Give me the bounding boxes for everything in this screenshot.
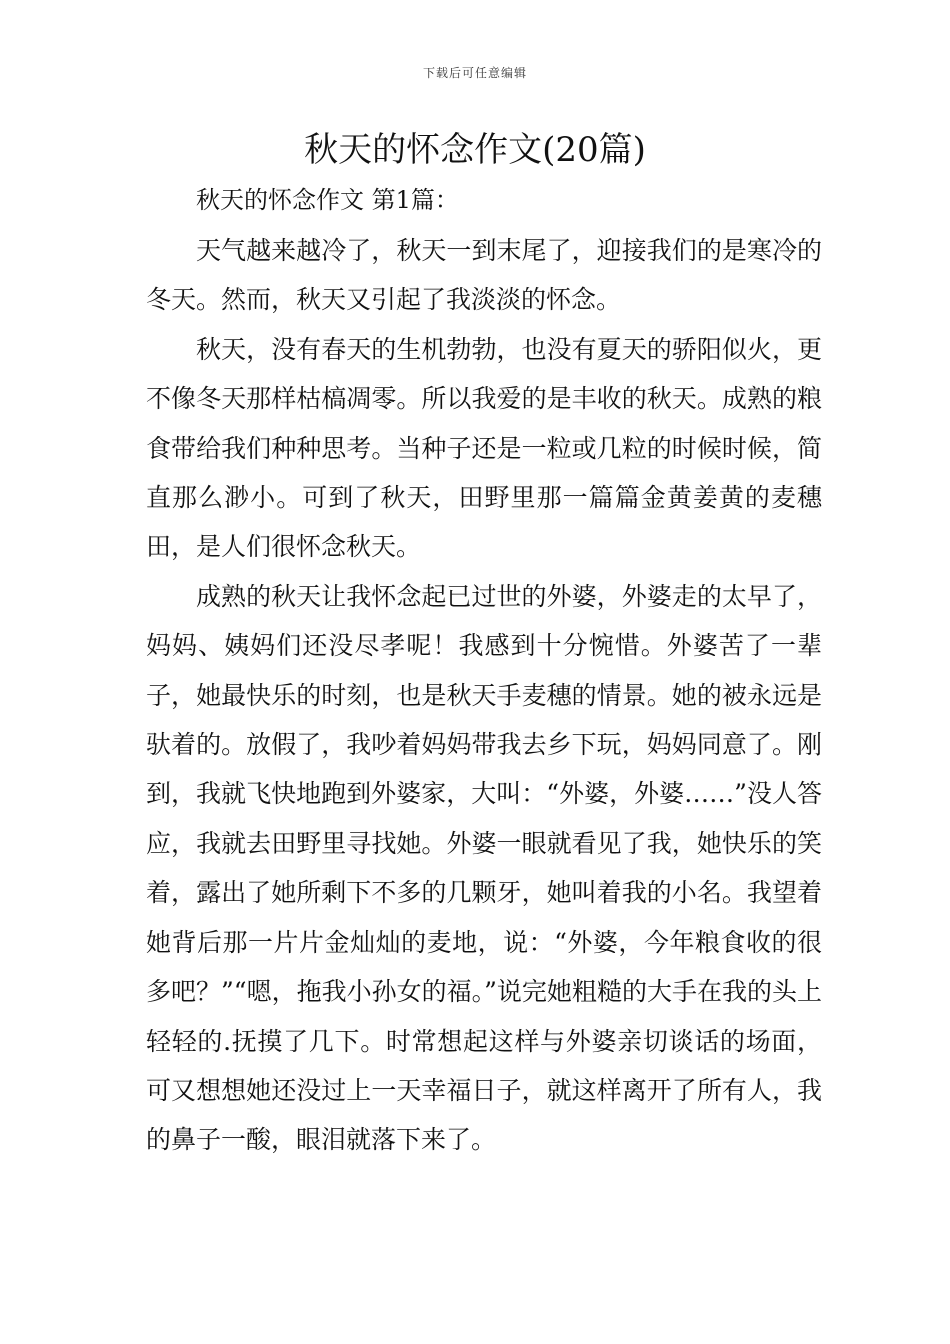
paragraph: 成熟的秋天让我怀念起已过世的外婆，外婆走的太早了，妈妈、姨妈们还没尽孝呢！我感到十分惋惜。外婆苦了一辈子，她最快乐的时刻，也是秋天手麦穗的情景。她的被永远是驮着的。放假了，我吵着妈妈带我去乡下玩，妈妈同意了。刚到，我就飞快地跑到外婆家，大叫：“外婆，外婆……”没人答应，我就去田野里寻找她。外婆一眼就看见了我，她快乐的笑着，露出了她所剩下不多的几颗牙，她叫着我的小名。我望着她背后那一片片金灿灿的麦地，说：“外婆，今年粮食收的很多吧？”“嗯，拖我小孙女的福。”说完她粗糙的大手在我的头上轻轻的.抚摸了几下。时常想起这样与外婆亲切谈话的场面，可又想想她还没过上一天幸福日子，就这样离开了所有人，我的鼻子一酸，眼泪就落下来了。 [146,581,822,1155]
article-body [146,226,822,1165]
section-heading: 秋天的怀念作文 第1篇： [196,186,459,214]
paragraph: 天气越来越冷了，秋天一到末尾了，迎接我们的是寒冷的冬天。然而，秋天又引起了我淡淡的怀念。 [146,236,822,315]
document-title: 秋天的怀念作文(20篇) [304,130,646,170]
header-note: 下载后可任意编辑 [422,66,527,80]
paragraph: 秋天，没有春天的生机勃勃，也没有夏天的骄阳似火，更不像冬天那样枯槁凋零。所以我爱的是丰收的秋天。成熟的粮食带给我们种种思考。当种子还是一粒或几粒的时候时候，简直那么渺小。可到了秋天，田野里那一篇篇金黄姜黄的麦穗田，是人们很怀念秋天。 [146,334,822,562]
